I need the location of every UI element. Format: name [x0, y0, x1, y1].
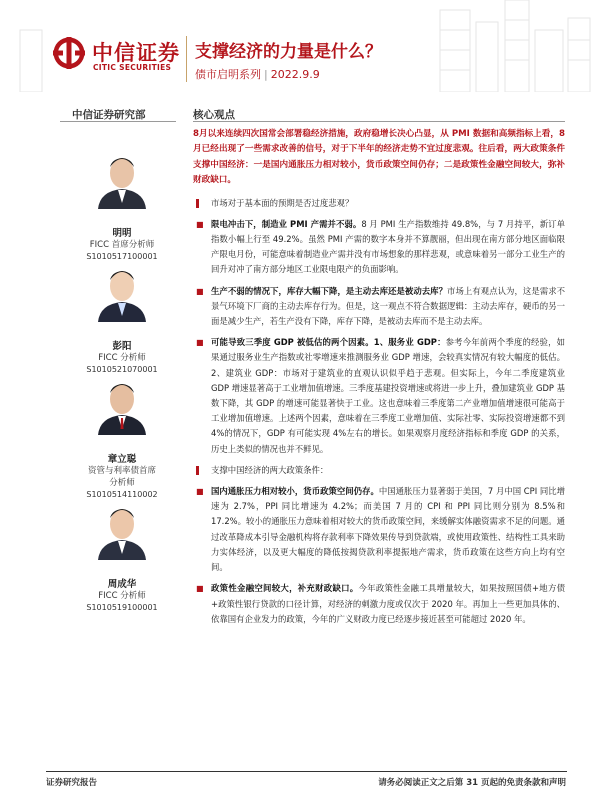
report-date: 2022.9.9 [270, 68, 320, 81]
paragraph-text: 市场对于基本面的预期是否过度悲观？ [211, 197, 354, 208]
analyst-role: 资管与利率债首席 [87, 466, 156, 476]
list-item [193, 581, 565, 627]
list-item [193, 335, 565, 457]
paragraph-text: 今年政策性金融工具增量较大，如果按照国债+地方债+政策性银行贷款的口径计算，对经济的刺激力度或仅次于 2020 年。再加上一些更加具体的、依靠国有企业发力的政策，今年的广义财政力度已经逐步接近甚至可能超过 2020 年。 [211, 583, 566, 624]
analyst-role: FICC 分析师 [98, 591, 146, 601]
analyst-role-line-2: 分析师 [109, 478, 135, 488]
bullet-icon: ■ [196, 286, 204, 296]
paragraph-text: 参考今年前两个季度的经验，如果通过服务业生产指数或社零增速来推测服务业 GDP 增速，会较真实情况有较大幅度的低估。2、建筑业 GDP：市场对于建筑业的直观认识似乎趋于悲观。但实际上，今年二季度建筑业 GDP 增速显著高于工业增加值增速。三季度基建投资增速或将进一步上升，叠加建筑业 GDP 基数下降，其 GDP 的增速可能显著快于工业。这也意味着三季度第二产业增加值增速很可能高于工业增加值增速。上述两个因素，意味着在三季度工业增加值、实际社零、实际投资增速都不到 4%的情况下，GDP 有可能实现 4%左右的增长。如果观察月度经济指标和季度 GDP 的关系，历史上类似的情况也并不鲜见。 [211, 337, 565, 454]
footer-rule [46, 771, 567, 772]
paragraph-text: 支撑中国经济的两大政策条件： [211, 464, 329, 475]
sidebar-heading: 中信证券研究部 [72, 109, 146, 121]
summary-paragraph: 8月以来连续四次国常会部署稳经济措施，政府稳增长决心凸显，从 PMI 数据和高频指标上看，8月已经出现了一些需求改善的信号，对于下半年的经济走势不宜过度悲观。往后看，两大政策条件支撑中国经济：一是国内通胀压力相对较小，货币政策空间仍存；二是政策性金融空间较大，弥补财政缺口。 [193, 129, 565, 186]
analyst-cert-number: S1010521070001 [86, 365, 158, 374]
series-line [195, 66, 320, 82]
citic-logo-icon [52, 36, 86, 70]
paragraph-lead: 生产不弱的情况下，库存大幅下降，是主动去库还是被动去库？ [211, 285, 448, 296]
logo-chinese-text: 中信证券 [92, 41, 180, 65]
logo-english-text: CITIC SECURITIES [93, 63, 172, 72]
analyst-cert-number: S1010517100001 [86, 252, 158, 261]
analyst-photo [90, 371, 154, 435]
paragraph-text: 市场上有观点认为，这是需求不景气环境下厂商的主动去库存行为。但是，这一观点不符合数据逻辑：主动去库存，硬币的另一面是减少生产，若生产没有下降，库存下降，是被动去库而不是主动去库。 [211, 285, 566, 327]
analyst-photo [90, 258, 154, 322]
main-heading-rule [193, 121, 565, 122]
analyst-card [72, 371, 172, 500]
main-heading: 核心观点 [193, 109, 235, 121]
analyst-role: FICC 分析师 [98, 353, 146, 363]
analyst-name: 明明 [112, 228, 132, 239]
analyst-photo [90, 145, 154, 209]
paragraph-lead: 国内通胀压力相对较小，货币政策空间仍存。 [211, 486, 379, 497]
analyst-name: 周成华 [107, 579, 137, 590]
analyst-role: FICC 首席分析师 [89, 240, 155, 250]
footer-disclaimer: 请务必阅读正文之后第 31 页起的免责条款和声明 [378, 778, 566, 788]
list-item [193, 484, 565, 575]
header-divider [186, 36, 187, 82]
list-item [193, 463, 565, 478]
list-item [193, 217, 565, 278]
footer-report-type: 证券研究报告 [46, 778, 98, 788]
bullet-icon: ■ [196, 487, 204, 497]
analyst-photo [90, 496, 154, 560]
bullet-icon: ■ [196, 338, 204, 348]
red-bar-marker-icon [196, 199, 199, 208]
series-separator: | [264, 68, 268, 81]
paragraph-text: 中国通胀压力显著弱于美国，7 月中国 CPI 同比增速为 2.7%，PPI 同比增速为 4.2%；而美国 7 月的 CPI 和 PPI 同比则分别为 8.5%和 17.2%。较小的通胀压力意味着相对较大的货币政策空间，来缓解实体融资需求不足的问题。通过改革降成本引导金融机构将存款利率下降效果传导到贷款端，或使用政策性、结构性工具来助力实体经济，以及更大幅度的降低按揭贷款利率提振地产需求，货币政策在这些方向上均有空间。 [211, 486, 566, 573]
report-title: 支撑经济的力量是什么？ [195, 42, 382, 62]
analyst-card [72, 258, 172, 375]
red-bar-marker-icon [196, 466, 199, 475]
paragraph-text: 8 月 PMI 生产指数维持 49.8%，与 7 月持平，新订单指数小幅上行至 49.2%。虽然 PMI 产需的数字本身并不算靓丽，但出现在南方部分地区面临限产限电月份，可能意味着制造业产需并没有市场想象的那样悲观，或意味着另一部分工业生产的回升对冲了南方部分地区工业限电限产的负面影响。 [211, 218, 565, 275]
analyst-cert-number: S1010514110002 [86, 490, 158, 499]
list-item [193, 284, 565, 330]
analyst-cert-number: S1010519100001 [86, 603, 158, 612]
paragraph-lead: 可能导致三季度 GDP 被低估的两个因素。1、服务业 GDP： [211, 337, 446, 348]
analyst-card [72, 496, 172, 613]
series-name: 债市启明系列 [195, 68, 261, 81]
analyst-name: 章立聪 [107, 454, 137, 465]
core-views-section [193, 127, 565, 633]
analyst-card [72, 145, 172, 262]
paragraph-lead: 限电冲击下，制造业 PMI 产需并不弱。 [211, 218, 362, 229]
bullet-icon: ■ [196, 219, 204, 229]
sidebar-heading-rule [60, 121, 176, 122]
paragraph-lead: 政策性金融空间较大，补充财政缺口。 [211, 583, 359, 594]
analyst-name: 彭阳 [112, 341, 132, 352]
list-item [193, 196, 565, 211]
bullet-icon: ■ [196, 584, 204, 594]
